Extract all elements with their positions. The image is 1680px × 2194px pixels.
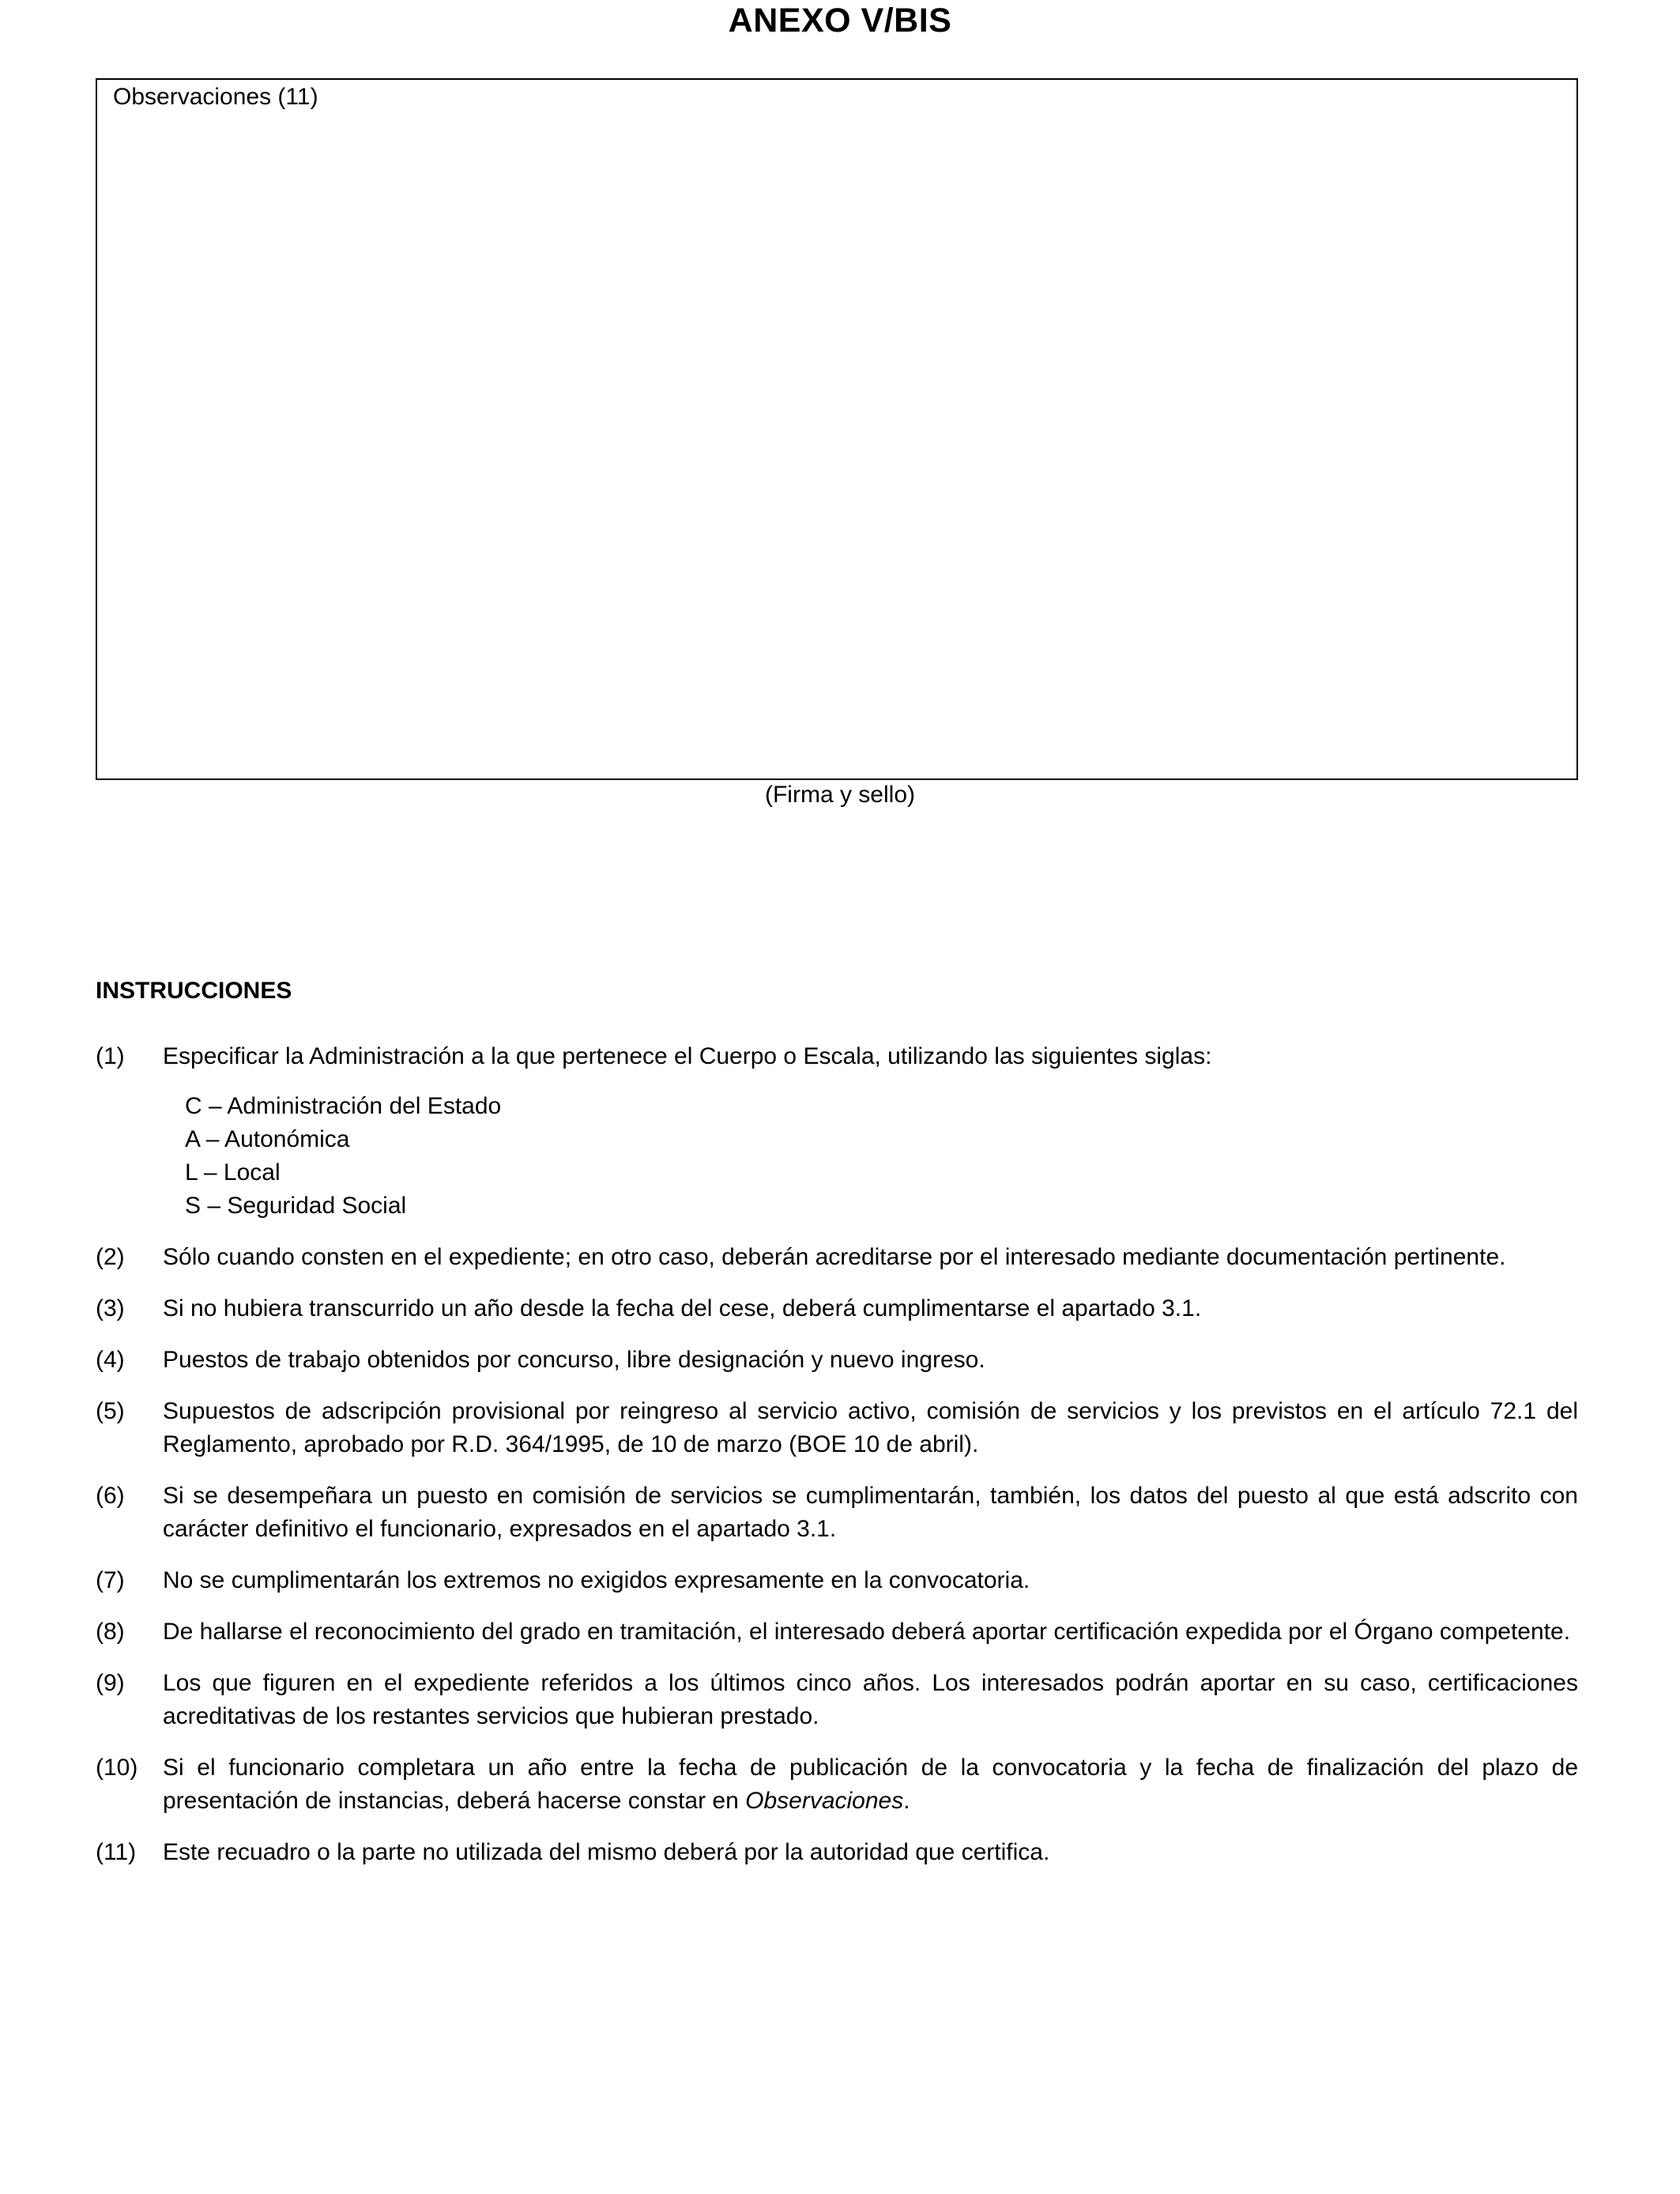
instruction-text-end: . [903,1788,910,1814]
instruction-text: Si no hubiera transcurrido un año desde la fecha del cese, deberá cumplimentarse el apartado 3.1. [163,1295,1202,1321]
instruction-number: (9) [96,1670,125,1696]
instruction-text: No se cumplimentarán los extremos no exigidos expresamente en la convocatoria. [163,1567,1030,1593]
instruction-item-10 [96,1751,1578,1818]
instruction-item-6 [96,1480,1578,1546]
instruction-item-9 [96,1667,1578,1733]
instruction-item-8 [96,1615,1578,1649]
signature-caption: (Firma y sello) [764,782,915,808]
observations-box[interactable] [96,78,1578,780]
instructions-heading: INSTRUCCIONES [96,978,292,1004]
instruction-text-italic: Observaciones [745,1788,904,1814]
instruction-item-11 [96,1836,1578,1869]
instruction-number: (2) [96,1244,125,1270]
instruction-number: (4) [96,1347,125,1373]
instruction-item-7 [96,1564,1578,1597]
instruction-number: (5) [96,1398,125,1424]
instruction-text: Este recuadro o la parte no utilizada del mismo deberá por la autoridad que certifica. [163,1839,1050,1865]
sigla-item: S – Seguridad Social [185,1193,407,1219]
instruction-text: Especificar la Administración a la que pertenece el Cuerpo o Escala, utilizando las siguientes siglas: [163,1043,1212,1069]
instruction-number: (7) [96,1567,125,1593]
instruction-number: (3) [96,1295,125,1321]
instructions-list [96,1040,1578,1887]
instruction-text: De hallarse el reconocimiento del grado en tramitación, el interesado deberá aportar certificación expedida por el Órgano competente. [163,1619,1571,1645]
instruction-item-1 [96,1040,1578,1223]
page-title: ANEXO V/BIS [728,2,952,40]
instruction-number: (11) [96,1839,137,1865]
instruction-text: Los que figuren en el expediente referidos a los últimos cinco años. Los interesados podrán aportar en su caso, certificaciones acreditativas de los restantes servicios que hubieran prestado. [163,1670,1578,1729]
sigla-item: C – Administración del Estado [185,1093,502,1119]
siglas-list [185,1090,1578,1223]
instruction-text: Si se desempeñara un puesto en comisión de servicios se cumplimentarán, también, los datos del puesto al que está adscrito con carácter definitivo el funcionario, expresados en el apartado 3.1. [163,1483,1578,1542]
observations-label: Observaciones (11) [113,84,318,110]
instruction-item-4 [96,1344,1578,1377]
instruction-number: (1) [96,1043,125,1069]
instruction-item-3 [96,1292,1578,1325]
instruction-number: (10) [96,1755,138,1781]
instruction-number: (6) [96,1483,125,1509]
instruction-text: Sólo cuando consten en el expediente; en otro caso, deberán acreditarse por el interesado mediante documentación pertinente. [163,1244,1506,1270]
sigla-item: A – Autonómica [185,1126,350,1152]
sigla-item: L – Local [185,1159,281,1186]
instruction-item-2 [96,1241,1578,1274]
instruction-text: Supuestos de adscripción provisional por reingreso al servicio activo, comisión de servicios y los previstos en el artículo 72.1 del Reglamento, aprobado por R.D. 364/1995, de 10 de marzo (BOE 10 de abril). [163,1398,1578,1457]
instruction-text: Si el funcionario completara un año entre la fecha de publicación de la convocatoria y la fecha de finalización del plazo de presentación de instancias, deberá hacerse constar en [163,1755,1578,1814]
instruction-item-5 [96,1395,1578,1461]
instruction-number: (8) [96,1619,125,1645]
instruction-text: Puestos de trabajo obtenidos por concurso, libre designación y nuevo ingreso. [163,1347,985,1373]
